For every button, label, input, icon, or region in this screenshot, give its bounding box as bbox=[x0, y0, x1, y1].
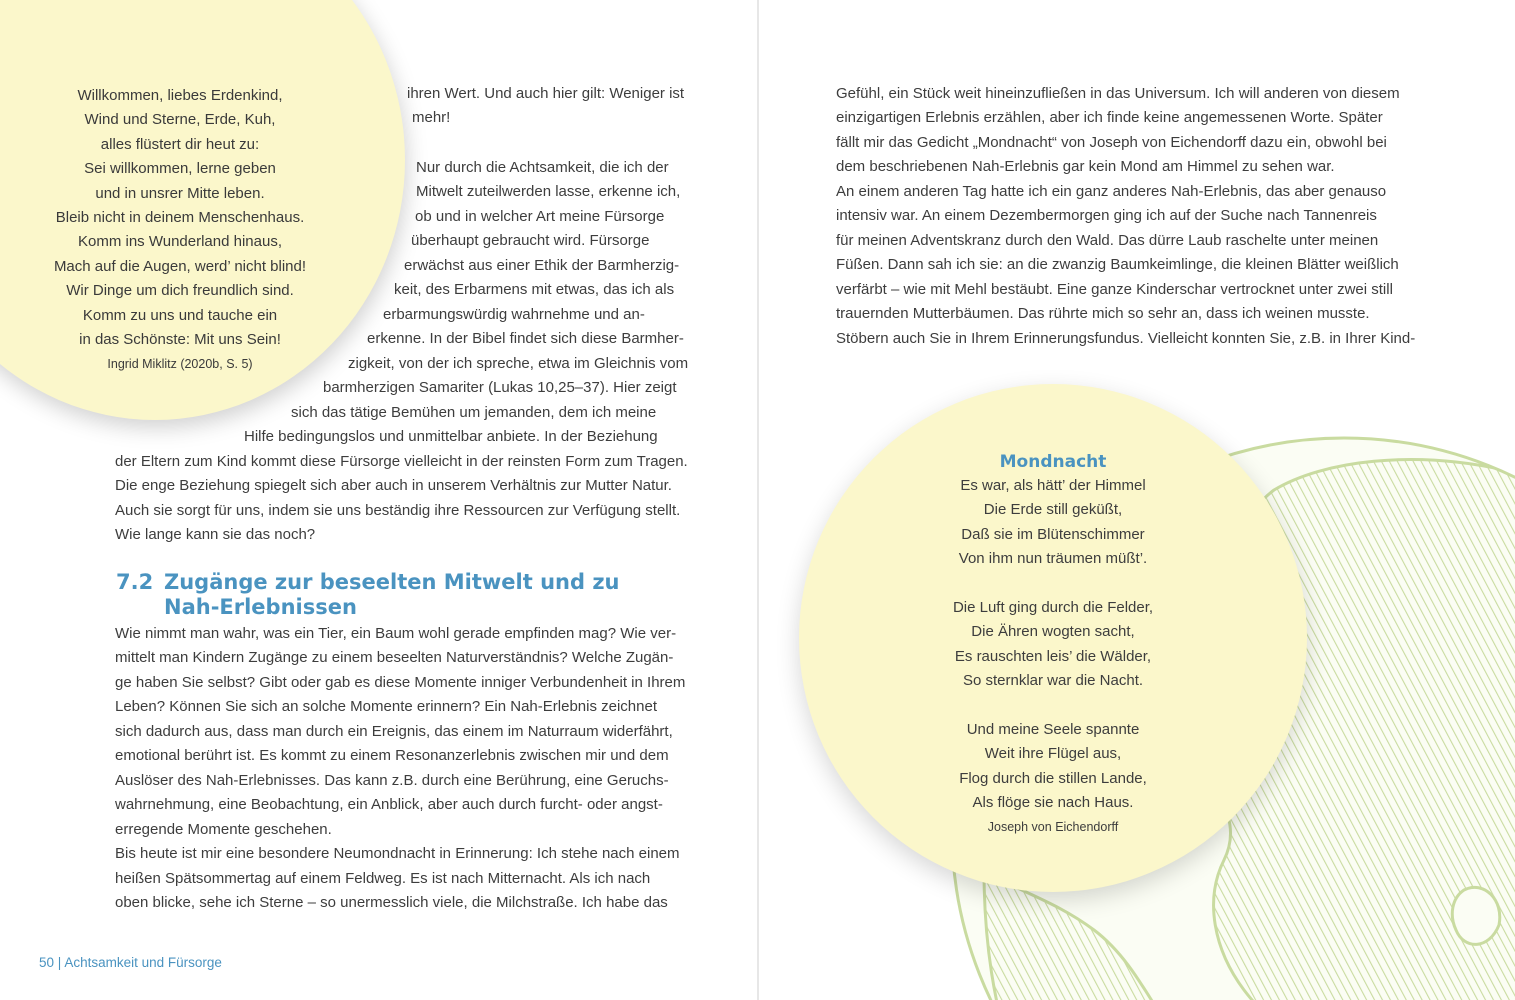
footer-separator: | bbox=[57, 955, 62, 970]
poem-line: So sternklar war die Nacht. bbox=[962, 672, 1144, 690]
poem-line: Als flöge sie nach Haus. bbox=[972, 794, 1134, 812]
poem-line: Daß sie im Blütenschimmer bbox=[961, 525, 1145, 543]
body-line: Mitwelt zuteilwerden lasse, erkenne ich, bbox=[416, 183, 681, 200]
body-line: überhaupt gebraucht wird. Fürsorge bbox=[411, 232, 650, 249]
body-line: erkenne. In der Bibel findet sich diese Barmher- bbox=[367, 330, 684, 347]
body-line: Hilfe bedingungslos und unmittelbar anbiete. In der Beziehung bbox=[244, 428, 658, 445]
poem-line: Komm ins Wunderland hinaus, bbox=[78, 233, 282, 251]
running-title: Achtsamkeit und Fürsorge bbox=[64, 955, 222, 970]
body-line: sich das tätige Bemühen um jemanden, dem ich meine bbox=[291, 404, 657, 421]
body-line: Auslöser des Nah-Erlebnisses. Das kann z.B. durch eine Berührung, eine Geruchs- bbox=[115, 772, 669, 789]
poem-line: und in unsrer Mitte leben. bbox=[95, 184, 265, 202]
body-line: ihren Wert. Und auch hier gilt: Weniger ist bbox=[407, 85, 685, 102]
body-line: wahrnehmung, eine Beobachtung, ein Anblick, aber auch durch furcht- oder angst- bbox=[115, 796, 663, 813]
body-line: erwächst aus einer Ethik der Barmherzig- bbox=[404, 257, 680, 274]
body-line: einzigartigen Erlebnis erzählen, aber ich finde keine angemessenen Worte. Später bbox=[836, 109, 1383, 126]
poem-line: Willkommen, liebes Erdenkind, bbox=[77, 87, 283, 104]
poem-line: Die Luft ging durch die Felder, bbox=[952, 598, 1154, 616]
page-number: 50 bbox=[39, 955, 55, 970]
section-number: 7.2 bbox=[116, 570, 154, 594]
body-line: dem beschriebenen Nah-Erlebnis gar kein Mond am Himmel zu sehen war. bbox=[836, 158, 1335, 175]
poem-line: Wind und Sterne, Erde, Kuh, bbox=[84, 111, 276, 129]
body-line: ge haben Sie selbst? Gibt oder gab es diese Momente inniger Verbundenheit in Ihrem bbox=[115, 674, 686, 691]
poem-line: in das Schönste: Mit uns Sein! bbox=[79, 330, 281, 348]
page-footer bbox=[39, 955, 222, 970]
stanza-gap bbox=[803, 572, 1303, 596]
poem-attribution: Joseph von Eichendorff bbox=[987, 820, 1119, 835]
welcome-poem bbox=[0, 84, 390, 377]
poem-line: Bleib nicht in deinem Menschenhaus. bbox=[55, 208, 305, 226]
poem-line: Es rauschten leis’ die Wälder, bbox=[954, 647, 1152, 665]
stanza-gap bbox=[803, 694, 1303, 718]
body-line: Nur durch die Achtsamkeit, die ich der bbox=[416, 159, 669, 176]
poem-line: Sei willkommen, lerne geben bbox=[84, 160, 276, 178]
body-line: verfärbt – wie mit Mehl bestäubt. Eine ganze Kinderschar vertrocknet unter zwei still bbox=[836, 281, 1393, 298]
body-line: Die enge Beziehung spiegelt sich aber auch in unserem Verhältnis zur Mutter Natur. bbox=[115, 477, 672, 494]
body-line: oben blicke, sehe ich Sterne – so unermesslich viele, die Milchstraße. Ich habe das bbox=[115, 894, 668, 911]
body-line: sich dadurch aus, dass man durch ein Ereignis, das einem im Naturraum widerfährt, bbox=[115, 723, 673, 740]
poem-attribution: Ingrid Miklitz (2020b, S. 5) bbox=[107, 357, 253, 372]
body-line: Bis heute ist mir eine besondere Neumondnacht in Erinnerung: Ich stehe nach einem bbox=[115, 845, 680, 862]
section-title-line2: Nah-Erlebnissen bbox=[164, 595, 357, 619]
body-line: Wie nimmt man wahr, was ein Tier, ein Baum wohl gerade empfinden mag? Wie ver- bbox=[115, 625, 677, 642]
body-line: trauernden Mutterbäumen. Das rührte mich so sehr an, dass ich weinen musste. bbox=[836, 305, 1370, 322]
poem-title: Mondnacht bbox=[999, 452, 1107, 472]
poem-line: Und meine Seele spannte bbox=[966, 720, 1140, 738]
poem-line: Flog durch die stillen Lande, bbox=[959, 769, 1147, 787]
body-line: intensiv war. An einem Dezembermorgen ging ich auf der Suche nach Tannenreis bbox=[836, 207, 1377, 224]
body-line: emotional berührt ist. Es kommt zu einem Resonanzerlebnis zwischen mir und dem bbox=[115, 747, 669, 764]
body-line: Gefühl, ein Stück weit hineinzufließen in das Universum. Ich will anderen von diesem bbox=[836, 85, 1400, 102]
mondnacht-poem bbox=[803, 450, 1303, 840]
body-line: ob und in welcher Art meine Fürsorge bbox=[415, 208, 665, 225]
poem-line: Es war, als hätt’ der Himmel bbox=[960, 477, 1146, 494]
body-line: fällt mir das Gedicht „Mondnacht“ von Joseph von Eichendorff dazu ein, obwohl bei bbox=[836, 134, 1387, 151]
poem-line: Weit ihre Flügel aus, bbox=[984, 745, 1122, 763]
body-line: heißen Spätsommertag auf einem Feldweg. Es ist nach Mitternacht. Als ich nach bbox=[115, 870, 651, 887]
body-line: Füßen. Dann sah ich sie: an die zwanzig Baumkeimlinge, die kleinen Blätter weißlich bbox=[836, 256, 1399, 273]
poem-line: Von ihm nun träumen müßt’. bbox=[958, 550, 1148, 568]
body-line: keit, des Erbarmens mit etwas, das ich als bbox=[394, 281, 675, 298]
poem-line: Mach auf die Augen, werd’ nicht blind! bbox=[53, 257, 307, 275]
body-line: erregende Momente geschehen. bbox=[115, 821, 332, 838]
body-line: Auch sie sorgt für uns, indem sie uns beständig ihre Ressourcen zur Verfügung stellt. bbox=[115, 502, 681, 519]
body-line: Wie lange kann sie das noch? bbox=[115, 526, 316, 543]
body-line: Stöbern auch Sie in Ihrem Erinnerungsfundus. Vielleicht konnten Sie, z.B. in Ihrer Kind- bbox=[836, 330, 1416, 347]
body-line: zigkeit, von der ich spreche, etwa im Gleichnis vom bbox=[348, 355, 689, 372]
body-line: An einem anderen Tag hatte ich ein ganz anderes Nah-Erlebnis, das aber genauso bbox=[836, 183, 1387, 200]
poem-line: Die Ähren wogten sacht, bbox=[971, 623, 1135, 641]
body-line: mehr! bbox=[412, 109, 451, 126]
poem-line: Komm zu uns und tauche ein bbox=[82, 306, 278, 324]
section-title-line1: Zugänge zur beseelten Mitwelt und zu bbox=[164, 570, 620, 594]
right-page bbox=[759, 0, 1515, 1000]
body-line: erbarmungswürdig wahrnehme und an- bbox=[383, 306, 645, 323]
body-line: für meinen Adventskranz durch den Wald. Das dürre Laub raschelte unter meinen bbox=[836, 232, 1379, 249]
poem-line: Wir Dinge um dich freundlich sind. bbox=[66, 282, 294, 300]
body-line: Leben? Können Sie sich an solche Momente erinnern? Ein Nah-Erlebnis zeichnet bbox=[115, 698, 657, 715]
poem-line: Die Erde still geküßt, bbox=[983, 501, 1123, 519]
body-line: barmherzigen Samariter (Lukas 10,25–37). Hier zeigt bbox=[323, 379, 677, 396]
poem-line: alles flüstert dir heut zu: bbox=[100, 135, 260, 153]
body-line: mittelt man Kindern Zugänge zu einem beseelten Naturverständnis? Welche Zugän- bbox=[115, 649, 674, 666]
body-line: der Eltern zum Kind kommt diese Fürsorge vielleicht in der reinsten Form zum Tragen. bbox=[115, 453, 688, 470]
